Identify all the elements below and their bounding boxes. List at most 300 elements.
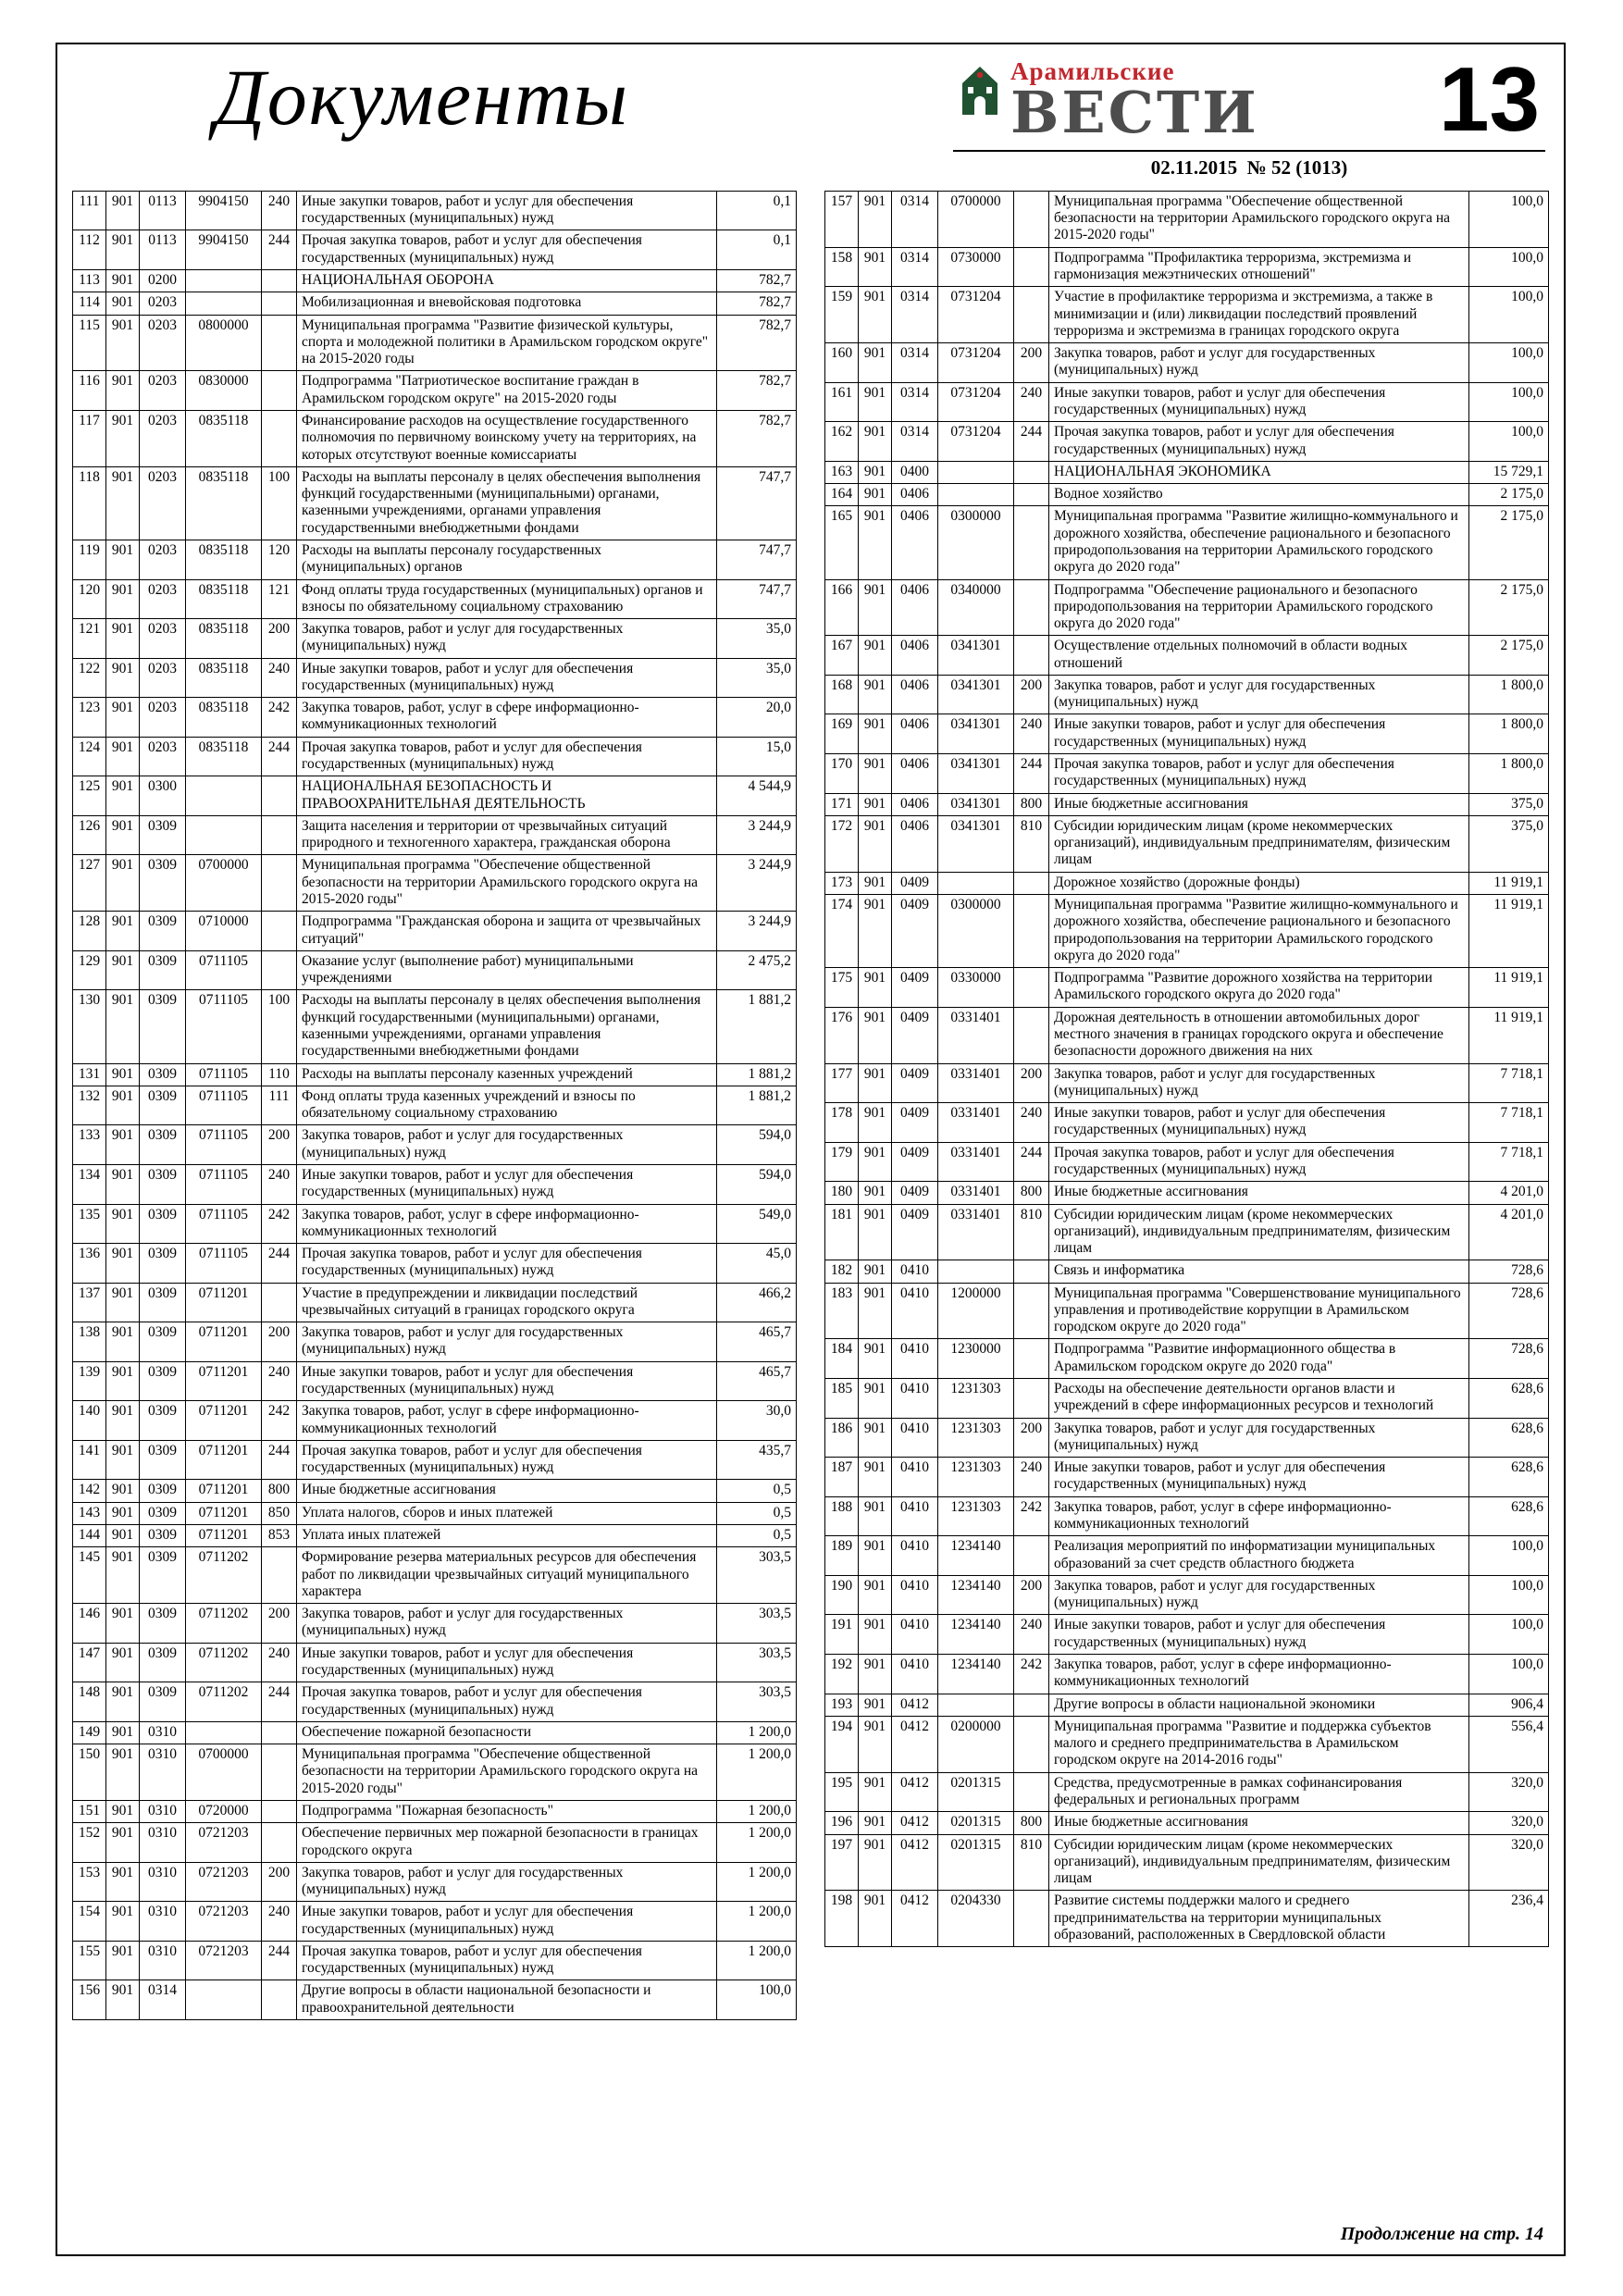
expense-type-cell	[1014, 1007, 1049, 1063]
target-article-cell: 0341301	[938, 675, 1014, 714]
name-cell: Подпрограмма "Развитие информационного общества в Арамильском городском округе до 2020 года"	[1049, 1339, 1469, 1379]
amount-cell: 303,5	[717, 1682, 797, 1722]
name-cell: Дорожное хозяйство (дорожные фонды)	[1049, 872, 1469, 894]
table-row	[73, 315, 797, 371]
section-code-cell: 0309	[140, 1086, 186, 1125]
table-row	[73, 1525, 797, 1547]
target-article-cell: 0331401	[938, 1007, 1014, 1063]
target-article-cell: 0731204	[938, 382, 1014, 422]
target-article-cell: 0830000	[186, 371, 262, 411]
amount-cell: 7 718,1	[1469, 1103, 1549, 1143]
name-cell: Защита населения и территории от чрезвычайных ситуаций природного и техногенного характера, гражданская оборона	[297, 815, 717, 855]
target-article-cell: 1230000	[938, 1339, 1014, 1379]
row-number-cell: 134	[73, 1164, 106, 1204]
target-article-cell: 0721203	[186, 1823, 262, 1863]
section-code-cell: 0309	[140, 1244, 186, 1284]
target-article-cell	[938, 461, 1014, 483]
grbs-code-cell: 901	[859, 968, 892, 1008]
table-row	[73, 855, 797, 912]
amount-cell: 100,0	[1469, 247, 1549, 287]
amount-cell: 4 544,9	[717, 776, 797, 816]
amount-cell: 747,7	[717, 466, 797, 540]
continuation-note: Продолжение на стр. 14	[1340, 2224, 1543, 2244]
table-row	[73, 1902, 797, 1942]
newspaper-brand	[959, 57, 1259, 146]
grbs-code-cell: 901	[106, 540, 140, 579]
target-article-cell: 0700000	[186, 855, 262, 912]
grbs-code-cell: 901	[106, 466, 140, 540]
target-article-cell: 0341301	[938, 793, 1014, 815]
grbs-code-cell: 901	[859, 872, 892, 894]
grbs-code-cell: 901	[859, 382, 892, 422]
grbs-code-cell: 901	[106, 315, 140, 371]
table-row	[73, 776, 797, 816]
grbs-code-cell: 901	[106, 1823, 140, 1863]
row-number-cell: 168	[825, 675, 859, 714]
name-cell: Расходы на выплаты персоналу казенных учреждений	[297, 1063, 717, 1086]
row-number-cell: 165	[825, 506, 859, 579]
grbs-code-cell: 901	[859, 1891, 892, 1947]
table-row	[825, 1103, 1549, 1143]
expense-type-cell	[262, 1547, 297, 1604]
expense-type-cell: 240	[1014, 1103, 1049, 1143]
expense-type-cell: 110	[262, 1063, 297, 1086]
expense-type-cell	[1014, 484, 1049, 506]
expense-type-cell	[1014, 1772, 1049, 1812]
grbs-code-cell: 901	[859, 714, 892, 754]
target-article-cell: 0204330	[938, 1891, 1014, 1947]
expense-type-cell: 242	[1014, 1496, 1049, 1536]
row-number-cell: 125	[73, 776, 106, 816]
expense-type-cell: 240	[262, 1164, 297, 1204]
target-article-cell: 0331401	[938, 1103, 1014, 1143]
name-cell: Субсидии юридическим лицам (кроме некоммерческих организаций), индивидуальным предпринимателям, физическим лицам	[1049, 1834, 1469, 1891]
target-article-cell	[186, 815, 262, 855]
name-cell: НАЦИОНАЛЬНАЯ БЕЗОПАСНОСТЬ И ПРАВООХРАНИТЕЛЬНАЯ ДЕЯТЕЛЬНОСТЬ	[297, 776, 717, 816]
section-code-cell: 0412	[892, 1772, 938, 1812]
name-cell: Уплата иных платежей	[297, 1525, 717, 1547]
section-code-cell: 0314	[892, 247, 938, 287]
expense-type-cell	[1014, 895, 1049, 968]
amount-cell: 0,1	[717, 191, 797, 230]
target-article-cell: 0835118	[186, 466, 262, 540]
target-article-cell: 0341301	[938, 714, 1014, 754]
target-article-cell: 1200000	[938, 1283, 1014, 1339]
name-cell: Иные бюджетные ассигнования	[1049, 793, 1469, 815]
section-code-cell: 0400	[892, 461, 938, 483]
table-row	[73, 1164, 797, 1204]
amount-cell: 236,4	[1469, 1891, 1549, 1947]
amount-cell: 11 919,1	[1469, 968, 1549, 1008]
row-number-cell: 167	[825, 636, 859, 676]
section-code-cell: 0309	[140, 1204, 186, 1244]
grbs-code-cell: 901	[106, 1941, 140, 1980]
row-number-cell: 192	[825, 1654, 859, 1694]
amount-cell: 782,7	[717, 371, 797, 411]
table-row	[825, 1339, 1549, 1379]
expense-type-cell	[1014, 872, 1049, 894]
expense-type-cell	[1014, 247, 1049, 287]
brand-name: ВЕСТИ	[1010, 79, 1259, 146]
section-code-cell: 0203	[140, 466, 186, 540]
name-cell: Уплата налогов, сборов и иных платежей	[297, 1502, 717, 1524]
row-number-cell: 190	[825, 1575, 859, 1615]
row-number-cell: 182	[825, 1260, 859, 1283]
amount-cell: 728,6	[1469, 1260, 1549, 1283]
section-code-cell: 0410	[892, 1418, 938, 1458]
table-row	[825, 1772, 1549, 1812]
name-cell: Реализация мероприятий по информатизации муниципальных образований за счет средств областного бюджета	[1049, 1536, 1469, 1576]
target-article-cell	[938, 872, 1014, 894]
target-article-cell: 0835118	[186, 410, 262, 466]
table-row	[73, 1547, 797, 1604]
table-row	[825, 1834, 1549, 1891]
grbs-code-cell: 901	[859, 1575, 892, 1615]
name-cell: Расходы на выплаты персоналу в целях обеспечения выполнения функций государственными (муниципальными) органами, казенными учреждениями, органами управления государственными внебюджетными фондами	[297, 990, 717, 1063]
row-number-cell: 141	[73, 1440, 106, 1480]
target-article-cell: 0835118	[186, 579, 262, 619]
amount-cell: 1 800,0	[1469, 714, 1549, 754]
expense-type-cell: 244	[262, 1440, 297, 1480]
target-article-cell	[186, 270, 262, 292]
amount-cell: 11 919,1	[1469, 1007, 1549, 1063]
row-number-cell: 152	[73, 1823, 106, 1863]
expense-type-cell: 240	[262, 658, 297, 698]
target-article-cell	[938, 484, 1014, 506]
section-code-cell: 0309	[140, 1322, 186, 1362]
amount-cell: 594,0	[717, 1125, 797, 1165]
section-code-cell: 0410	[892, 1615, 938, 1655]
amount-cell: 30,0	[717, 1401, 797, 1441]
grbs-code-cell: 901	[106, 658, 140, 698]
section-code-cell: 0310	[140, 1744, 186, 1801]
section-code-cell: 0314	[892, 343, 938, 383]
grbs-code-cell: 901	[859, 1182, 892, 1204]
target-article-cell: 0201315	[938, 1812, 1014, 1834]
expense-type-cell: 244	[262, 1682, 297, 1722]
name-cell: Дорожная деятельность в отношении автомобильных дорог местного значения в границах городского округа и обеспечение безопасности дорожного движения на них	[1049, 1007, 1469, 1063]
target-article-cell: 9904150	[186, 191, 262, 230]
section-code-cell: 0203	[140, 698, 186, 738]
expense-type-cell: 200	[262, 1125, 297, 1165]
amount-cell: 320,0	[1469, 1834, 1549, 1891]
target-article-cell: 0201315	[938, 1772, 1014, 1812]
name-cell: Обеспечение пожарной безопасности	[297, 1721, 717, 1744]
section-code-cell: 0409	[892, 895, 938, 968]
grbs-code-cell: 901	[106, 912, 140, 951]
row-number-cell: 181	[825, 1204, 859, 1260]
target-article-cell: 0835118	[186, 540, 262, 579]
section-code-cell: 0200	[140, 270, 186, 292]
section-code-cell: 0310	[140, 1941, 186, 1980]
grbs-code-cell: 901	[859, 1834, 892, 1891]
target-article-cell: 0835118	[186, 737, 262, 776]
grbs-code-cell: 901	[859, 343, 892, 383]
expense-type-cell: 242	[262, 698, 297, 738]
table-row	[825, 793, 1549, 815]
section-code-cell: 0410	[892, 1260, 938, 1283]
row-number-cell: 191	[825, 1615, 859, 1655]
section-code-cell: 0113	[140, 230, 186, 270]
row-number-cell: 117	[73, 410, 106, 466]
amount-cell: 466,2	[717, 1283, 797, 1322]
table-row	[73, 1480, 797, 1502]
brand-text	[1010, 57, 1259, 146]
row-number-cell: 186	[825, 1418, 859, 1458]
amount-cell: 3 244,9	[717, 855, 797, 912]
section-code-cell: 0409	[892, 872, 938, 894]
name-cell: Средства, предусмотренные в рамках софинансирования федеральных и региональных программ	[1049, 1772, 1469, 1812]
table-row	[825, 1379, 1549, 1419]
table-row	[825, 1891, 1549, 1947]
name-cell: Расходы на обеспечение деятельности органов власти и учреждений в сфере информационных ресурсов и технологий	[1049, 1379, 1469, 1419]
name-cell: Участие в предупреждении и ликвидации последствий чрезвычайных ситуаций в границах городского округа	[297, 1283, 717, 1322]
name-cell: Иные закупки товаров, работ и услуг для обеспечения государственных (муниципальных) нужд	[297, 191, 717, 230]
amount-cell: 100,0	[1469, 422, 1549, 462]
table-row	[825, 1418, 1549, 1458]
name-cell: Формирование резерва материальных ресурсов для обеспечения работ по ликвидации чрезвычайных ситуаций муниципального характера	[297, 1547, 717, 1604]
table-row	[825, 968, 1549, 1008]
amount-cell: 782,7	[717, 270, 797, 292]
table-row	[73, 1823, 797, 1863]
grbs-code-cell: 901	[859, 1654, 892, 1694]
name-cell: Другие вопросы в области национальной безопасности и правоохранительной деятельности	[297, 1980, 717, 2020]
row-number-cell: 161	[825, 382, 859, 422]
grbs-code-cell: 901	[106, 1980, 140, 2020]
grbs-code-cell: 901	[106, 1604, 140, 1644]
table-row	[825, 1063, 1549, 1103]
section-code-cell: 0309	[140, 1440, 186, 1480]
amount-cell: 0,1	[717, 230, 797, 270]
amount-cell: 628,6	[1469, 1458, 1549, 1497]
name-cell: Закупка товаров, работ и услуг для государственных (муниципальных) нужд	[1049, 675, 1469, 714]
expense-type-cell	[1014, 636, 1049, 676]
amount-cell: 4 201,0	[1469, 1204, 1549, 1260]
amount-cell: 782,7	[717, 315, 797, 371]
expense-type-cell: 244	[262, 1941, 297, 1980]
name-cell: Закупка товаров, работ, услуг в сфере информационно-коммуникационных технологий	[1049, 1654, 1469, 1694]
name-cell: Подпрограмма "Развитие дорожного хозяйства на территории Арамильского городского округа до 2020 года"	[1049, 968, 1469, 1008]
row-number-cell: 183	[825, 1283, 859, 1339]
expense-type-cell: 240	[262, 191, 297, 230]
expense-type-cell: 853	[262, 1525, 297, 1547]
grbs-code-cell: 901	[859, 1063, 892, 1103]
row-number-cell: 115	[73, 315, 106, 371]
section-code-cell: 0203	[140, 658, 186, 698]
row-number-cell: 133	[73, 1125, 106, 1165]
table-row	[825, 1716, 1549, 1772]
row-number-cell: 138	[73, 1322, 106, 1362]
row-number-cell: 195	[825, 1772, 859, 1812]
grbs-code-cell: 901	[859, 1142, 892, 1182]
section-code-cell: 0309	[140, 1682, 186, 1722]
grbs-code-cell: 901	[106, 815, 140, 855]
amount-cell: 1 200,0	[717, 1800, 797, 1822]
table-row	[73, 912, 797, 951]
section-code-cell: 0309	[140, 1547, 186, 1604]
name-cell: Иные бюджетные ассигнования	[297, 1480, 717, 1502]
grbs-code-cell: 901	[859, 1379, 892, 1419]
target-article-cell: 0835118	[186, 698, 262, 738]
section-code-cell: 0310	[140, 1721, 186, 1744]
amount-cell: 728,6	[1469, 1339, 1549, 1379]
section-code-cell: 0410	[892, 1536, 938, 1576]
target-article-cell: 0331401	[938, 1063, 1014, 1103]
target-article-cell: 0731204	[938, 422, 1014, 462]
target-article-cell: 1234140	[938, 1654, 1014, 1694]
row-number-cell: 185	[825, 1379, 859, 1419]
expense-type-cell: 200	[262, 1862, 297, 1902]
expense-type-cell: 810	[1014, 815, 1049, 872]
name-cell: Прочая закупка товаров, работ и услуг для обеспечения государственных (муниципальных) нужд	[297, 230, 717, 270]
table-row	[825, 287, 1549, 343]
section-code-cell: 0309	[140, 1401, 186, 1441]
target-article-cell: 0201315	[938, 1834, 1014, 1891]
grbs-code-cell: 901	[106, 1204, 140, 1244]
target-article-cell: 1231303	[938, 1379, 1014, 1419]
row-number-cell: 131	[73, 1063, 106, 1086]
grbs-code-cell: 901	[106, 1125, 140, 1165]
table-row	[825, 1204, 1549, 1260]
expense-type-cell	[262, 410, 297, 466]
budget-table-left	[72, 191, 797, 2020]
table-row	[73, 619, 797, 659]
grbs-code-cell: 901	[106, 1283, 140, 1322]
target-article-cell: 0711105	[186, 990, 262, 1063]
grbs-code-cell: 901	[859, 191, 892, 247]
row-number-cell: 175	[825, 968, 859, 1008]
amount-cell: 1 881,2	[717, 1086, 797, 1125]
table-row	[73, 1440, 797, 1480]
amount-cell: 20,0	[717, 698, 797, 738]
table-row	[73, 292, 797, 315]
row-number-cell: 116	[73, 371, 106, 411]
table-row	[825, 1458, 1549, 1497]
section-code-cell: 0406	[892, 506, 938, 579]
row-number-cell: 121	[73, 619, 106, 659]
row-number-cell: 129	[73, 950, 106, 990]
section-code-cell: 0410	[892, 1496, 938, 1536]
row-number-cell: 159	[825, 287, 859, 343]
table-row	[73, 230, 797, 270]
name-cell: Закупка товаров, работ, услуг в сфере информационно-коммуникационных технологий	[297, 1204, 717, 1244]
section-code-cell: 0406	[892, 815, 938, 872]
amount-cell: 747,7	[717, 540, 797, 579]
name-cell: Иные бюджетные ассигнования	[1049, 1812, 1469, 1834]
amount-cell: 782,7	[717, 410, 797, 466]
budget-table-left-body	[73, 191, 797, 2019]
table-row	[73, 1604, 797, 1644]
brand-row	[953, 47, 1545, 150]
grbs-code-cell: 901	[859, 793, 892, 815]
amount-cell: 375,0	[1469, 815, 1549, 872]
amount-cell: 465,7	[717, 1361, 797, 1401]
grbs-code-cell: 901	[859, 1772, 892, 1812]
grbs-code-cell: 901	[106, 950, 140, 990]
row-number-cell: 198	[825, 1891, 859, 1947]
row-number-cell: 124	[73, 737, 106, 776]
grbs-code-cell: 901	[106, 191, 140, 230]
name-cell: Иные закупки товаров, работ и услуг для обеспечения государственных (муниципальных) нужд	[1049, 382, 1469, 422]
amount-cell: 100,0	[1469, 1654, 1549, 1694]
expense-type-cell: 240	[1014, 1458, 1049, 1497]
target-article-cell: 0711202	[186, 1643, 262, 1682]
table-row	[73, 540, 797, 579]
name-cell: Обеспечение первичных мер пожарной безопасности в границах городского округа	[297, 1823, 717, 1863]
target-article-cell: 0711105	[186, 1244, 262, 1284]
target-article-cell: 0711105	[186, 1204, 262, 1244]
grbs-code-cell: 901	[106, 1862, 140, 1902]
row-number-cell: 173	[825, 872, 859, 894]
expense-type-cell: 200	[1014, 343, 1049, 383]
table-row	[73, 1361, 797, 1401]
table-row	[73, 1283, 797, 1322]
grbs-code-cell: 901	[106, 1800, 140, 1822]
name-cell: Муниципальная программа "Обеспечение общественной безопасности на территории Арамильского городского округа на 2015-2020 годы"	[297, 1744, 717, 1801]
target-article-cell: 1234140	[938, 1615, 1014, 1655]
newspaper-logo-icon	[959, 63, 1001, 115]
row-number-cell: 176	[825, 1007, 859, 1063]
amount-cell: 1 800,0	[1469, 675, 1549, 714]
grbs-code-cell: 901	[106, 737, 140, 776]
table-row	[73, 371, 797, 411]
expense-type-cell: 242	[262, 1204, 297, 1244]
row-number-cell: 130	[73, 990, 106, 1063]
issue-info: 02.11.2015 № 52 (1013)	[953, 150, 1545, 180]
section-code-cell: 0409	[892, 1007, 938, 1063]
name-cell: Иные закупки товаров, работ и услуг для обеспечения государственных (муниципальных) нужд	[297, 1902, 717, 1942]
target-article-cell: 0711105	[186, 950, 262, 990]
expense-type-cell	[1014, 1283, 1049, 1339]
amount-cell: 1 800,0	[1469, 754, 1549, 794]
expense-type-cell: 200	[1014, 1575, 1049, 1615]
table-row	[73, 1502, 797, 1524]
name-cell: Муниципальная программа "Обеспечение общественной безопасности на территории Арамильского городского округа на 2015-2020 годы"	[297, 855, 717, 912]
name-cell: НАЦИОНАЛЬНАЯ ОБОРОНА	[297, 270, 717, 292]
name-cell: Связь и информатика	[1049, 1260, 1469, 1283]
row-number-cell: 147	[73, 1643, 106, 1682]
expense-type-cell	[1014, 191, 1049, 247]
grbs-code-cell: 901	[106, 1361, 140, 1401]
name-cell: Развитие системы поддержки малого и среднего предпринимательства на территории муниципальных образований, расположенных в Свердловской области	[1049, 1891, 1469, 1947]
target-article-cell: 1231303	[938, 1418, 1014, 1458]
amount-cell: 375,0	[1469, 793, 1549, 815]
target-article-cell: 1234140	[938, 1536, 1014, 1576]
target-article-cell: 0300000	[938, 506, 1014, 579]
amount-cell: 100,0	[1469, 1536, 1549, 1576]
amount-cell: 100,0	[717, 1980, 797, 2020]
expense-type-cell	[262, 815, 297, 855]
row-number-cell: 166	[825, 579, 859, 636]
name-cell: Муниципальная программа "Развитие физической культуры, спорта и молодежной политики в Арамильском городском округе" на 2015-2020 годы	[297, 315, 717, 371]
row-number-cell: 144	[73, 1525, 106, 1547]
name-cell: Иные закупки товаров, работ и услуг для обеспечения государственных (муниципальных) нужд	[1049, 1458, 1469, 1497]
expense-type-cell	[262, 855, 297, 912]
expense-type-cell	[1014, 461, 1049, 483]
expense-type-cell	[1014, 506, 1049, 579]
table-row	[73, 1862, 797, 1902]
expense-type-cell: 120	[262, 540, 297, 579]
row-number-cell: 111	[73, 191, 106, 230]
table-row	[825, 895, 1549, 968]
expense-type-cell	[1014, 968, 1049, 1008]
amount-cell: 1 881,2	[717, 990, 797, 1063]
amount-cell: 303,5	[717, 1604, 797, 1644]
name-cell: Иные закупки товаров, работ и услуг для обеспечения государственных (муниципальных) нужд	[297, 1643, 717, 1682]
target-article-cell: 0710000	[186, 912, 262, 951]
table-row	[73, 1682, 797, 1722]
target-article-cell	[186, 776, 262, 816]
